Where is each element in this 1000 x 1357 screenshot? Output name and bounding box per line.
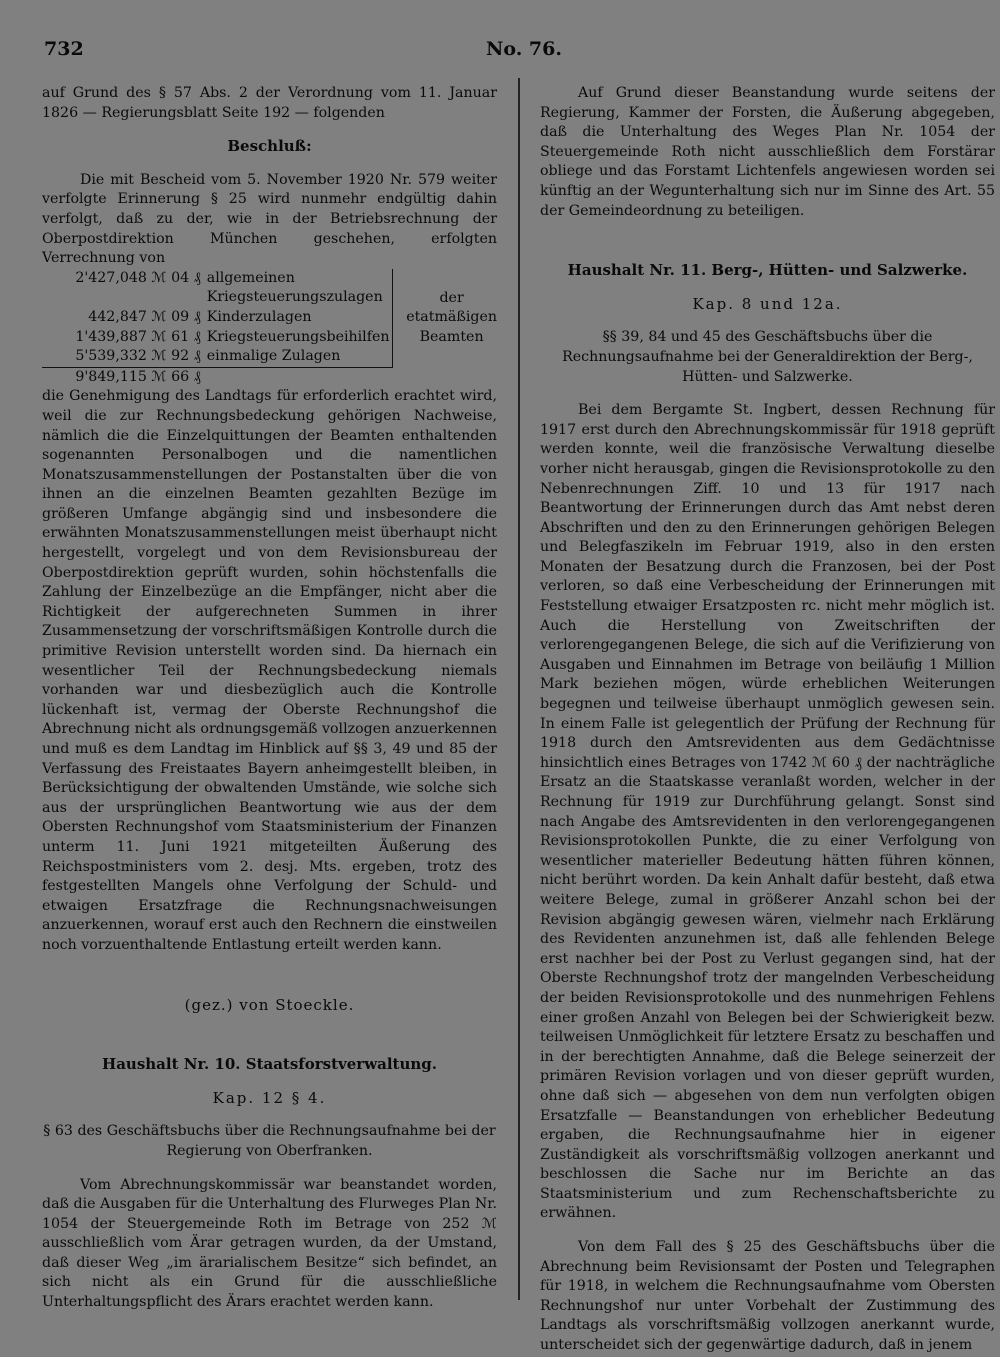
amount-value: 1'439,887 ℳ 61 ₰: [75, 328, 201, 345]
column-divider: [518, 78, 520, 1300]
right-paragraph-1: Auf Grund dieser Beanstandung wurde seitens der Regierung, Kammer der Forsten, die Äußerung abgegeben, daß die Unterhaltung des Weges Plan Nr. 1054 der Steuergemeinde Roth nicht ausschließlich dem Forstärar obliege und das Forstamt Lichtenfels angewiesen worden sei künftig an der Wegunterhaltung sich nur im Sinne des Art. 55 der Gemeindeordnung zu beteiligen.: [540, 85, 995, 219]
section-10-kap: Kap. 12 § 4.: [212, 1088, 327, 1107]
brace-line: [392, 269, 406, 367]
beschluss-paragraph: Die mit Bescheid vom 5. November 1920 Nr. 579 weiter verfolgte Erinnerung § 25 wird nunmehr endgültig dahin verfolgt, daß zu der, wie in der Betriebsrechnung der Oberpostdirektion München geschehen, erfolgten Verrechnung von: [42, 171, 497, 267]
issue-number: No. 76.: [486, 38, 562, 60]
amount-total-row: [42, 367, 497, 387]
page-number: 732: [44, 38, 84, 60]
intro-paragraph: auf Grund des § 57 Abs. 2 der Verordnung vom 11. Januar 1826 — Regierungsblatt Seite 192 — folgenden: [42, 85, 497, 121]
amounts-table: [42, 269, 497, 388]
amount-value: 442,847 ℳ 09 ₰: [88, 308, 201, 325]
section-10-paragraph: Vom Abrechnungskommissär war beanstandet worden, daß die Ausgaben für die Unterhaltung des Flurweges Plan Nr. 1054 der Steuergemeinde Roth im Betrage von 252 ℳ ausschließlich vom Ärar getragen wurden, da der Umstand, daß dieser Weg „im ärarialischem Besitze“ sich befindet, an sich nicht als ein Grund für die ausschließliche Unterhaltungspflicht des Ärars erachtet werden kann.: [42, 1176, 497, 1311]
section-10-title: Haushalt Nr. 10. Staatsforstverwaltung.: [102, 1055, 437, 1074]
amount-description: Kinderzulagen: [206, 308, 312, 325]
signature: (gez.) von Stoeckle.: [184, 995, 355, 1014]
amount-total: 9'849,115 ℳ 66 ₰: [75, 368, 201, 385]
right-paragraph-3: Von dem Fall des § 25 des Geschäftsbuchs über die Abrechnung beim Revisionsamt der Posten und Telegraphen für 1918, in welchem die Rechnungsaufnahme vom Obersten Rechnungshof nur unter Vorbehalt der Zustimmung des Landtags als vorschriftsmäßig vollzogen anerkannt wurde, unterscheidet sich der gegenwärtige dadurch, daß in jenem: [540, 1239, 995, 1354]
amount-value: 5'539,332 ℳ 92 ₰: [42, 347, 207, 367]
section-11-title: Haushalt Nr. 11. Berg-, Hütten- und Salzwerke.: [567, 261, 968, 280]
beschluss-title: Beschluß:: [227, 137, 312, 156]
group-label: der etatmäßigen Beamten: [406, 289, 498, 345]
amount-row: [42, 269, 497, 308]
left-column: [42, 84, 497, 1313]
amount-value: 2'427,048 ℳ 04 ₰: [75, 269, 201, 286]
amount-description: einmalige Zulagen: [207, 347, 392, 367]
right-column: [540, 84, 995, 1356]
section-11-subtitle: §§ 39, 84 und 45 des Geschäftsbuchs über die Rechnungsaufnahme bei der Generaldirektion der Berg-, Hütten- und Salzwerke.: [562, 329, 973, 385]
section-11-kap: Kap. 8 und 12a.: [692, 294, 843, 313]
right-paragraph-2: Bei dem Bergamte St. Ingbert, dessen Rechnung für 1917 erst durch den Abrechnungskommissär für 1918 geprüft werden konnte, weil die französische Verwaltung dieselbe vorher nicht herausgab, gingen die Revisionsprotokolle zu den Nebenrechnungen Ziff. 10 und 13 für 1917 nach Beantwortung der Erinnerungen durch das Amt nebst deren Abschriften und den zu den Erinnerungen gehörigen Belegen und Belegfaszikeln im Februar 1919, also in den ersten Monaten der Besatzung durch die Franzosen, bei der Post verloren, so daß eine Verbescheidung der Erinnerungen mit Feststellung etwaiger Ersatzposten rc. nicht mehr möglich ist. Auch die Herstellung von Zweitschriften der verlorengegangenen Belege, die sich auf die Verifizierung von Ausgaben und Einnahmen im Betrage von beiläufig 1 Million Mark beziehen mögen, würde erheblichen Weiterungen begegnen und teilweise überhaupt unmöglich gewesen sein. In einem Falle ist gelegentlich der Prüfung der Rechnung für 1918 durch den Amtsrevidenten aus dem Gedächtnisse hinsichtlich eines Betrages von 1742 ℳ 60 ₰ der nachträgliche Ersatz an die Staatskasse veranlaßt worden, welcher in der Rechnung für 1919 zur Durchführung gelangt. Sonst sind nach Angabe des Amtsrevidenten in den verlorengegangenen Revisionsprotokollen Punkte, die zu einer Verfolgung von wesentlicher materieller Bedeutung hätten führen können, nicht berührt worden. Da kein Anhalt dafür besteht, daß etwa weitere Belege, zumal in größerer Anzahl schon bei der Revision abgängig gewesen wären, vielmehr nach Erklärung des Revidenten anzunehmen ist, daß alle fehlenden Belege erst nachher bei der Post zu Verlust gegangen sind, hat der Oberste Rechnungshof trotz der mangelnden Verbescheidung der beiden Revisionsprotokolle und des nunmehrigen Fehlens einer großen Anzahl von Belegen bei der Schwierigkeit bezw. teilweisen Unmöglichkeit für letztere Ersatz zu beschaffen und in der berechtigten Annahme, daß die Belege seinerzeit der primären Revision vorlagen und von dieser geprüft wurden, ohne daß sich — abgesehen von dem nun verfolgten obigen Ersatzfalle — Beanstandungen von erheblicher Bedeutung ergaben, die Rechnungsaufnahme hier in eigener Zuständigkeit als vorschriftsmäßig vollzogen anerkannt und beschlossen die Sache nur im Berichte an das Staatsministerium und zum Rechenschaftsberichte zu erwähnen.: [540, 402, 995, 1222]
section-10-subtitle: § 63 des Geschäftsbuchs über die Rechnungsaufnahme bei der Regierung von Oberfranken.: [43, 1123, 496, 1159]
amount-description: Kriegsteuerungsbeihilfen: [206, 328, 390, 345]
body-paragraph: die Genehmigung des Landtags für erforderlich erachtet wird, weil die zur Rechnungsbedeckung gehörigen Nachweise, nämlich die die Einzelquittungen der Beamten enthaltenden sogenannten Personalbogen und die namentlichen Monatszusammenstellungen der Postanstalten über die von ihnen an die einzelnen Beamten gezahlten Bezüge im größeren Umfange abgängig sind und insbesondere die erwähnten Monatszusammenstellungen meist überhaupt nicht hergestellt, vorgelegt und von dem Revisionsbureau der Oberpostdirektion geprüft wurden, sohin höchstenfalls die Zahlung der Einzelbezüge an die Empfänger, nicht aber die Richtigkeit der aufgerechneten Summen in ihrer Zusammensetzung der vorschriftsmäßigen Kontrolle durch die primitive Revision unterstellt worden sind. Da hiernach ein wesentlicher Teil der Rechnungsbedeckung niemals vorhanden war und diesbezüglich auch die Kontrolle lückenhaft ist, vermag der Oberste Rechnungshof die Abrechnung nicht als ordnungsgemäß vollzogen anzuerkennen und muß es dem Landtag im Hinblick auf §§ 3, 49 und 85 der Verfassung des Freistaates Bayern anheimgestellt bleiben, in Berücksichtigung der obwaltenden Umstände, wie solche sich aus der ursprünglichen Beantwortung wie aus der dem Obersten Rechnungshof vom Staatsministerium der Finanzen unterm 11. Juni 1921 mitgeteilten Äußerung des Reichspostministers vom 2. desj. Mts. ergeben, trotz des festgestellten Mangels ohne Verfolgung der Schuld- und etwaigen Ersatzfrage die Rechnungsnachweisungen anzuerkennen, worauf erst auch den Rechnern die einstweilen noch vorzuenthaltende Entlastung erteilt werden kann.: [42, 388, 497, 953]
amount-description: allgemeinen Kriegsteuerungszulagen: [206, 269, 383, 306]
